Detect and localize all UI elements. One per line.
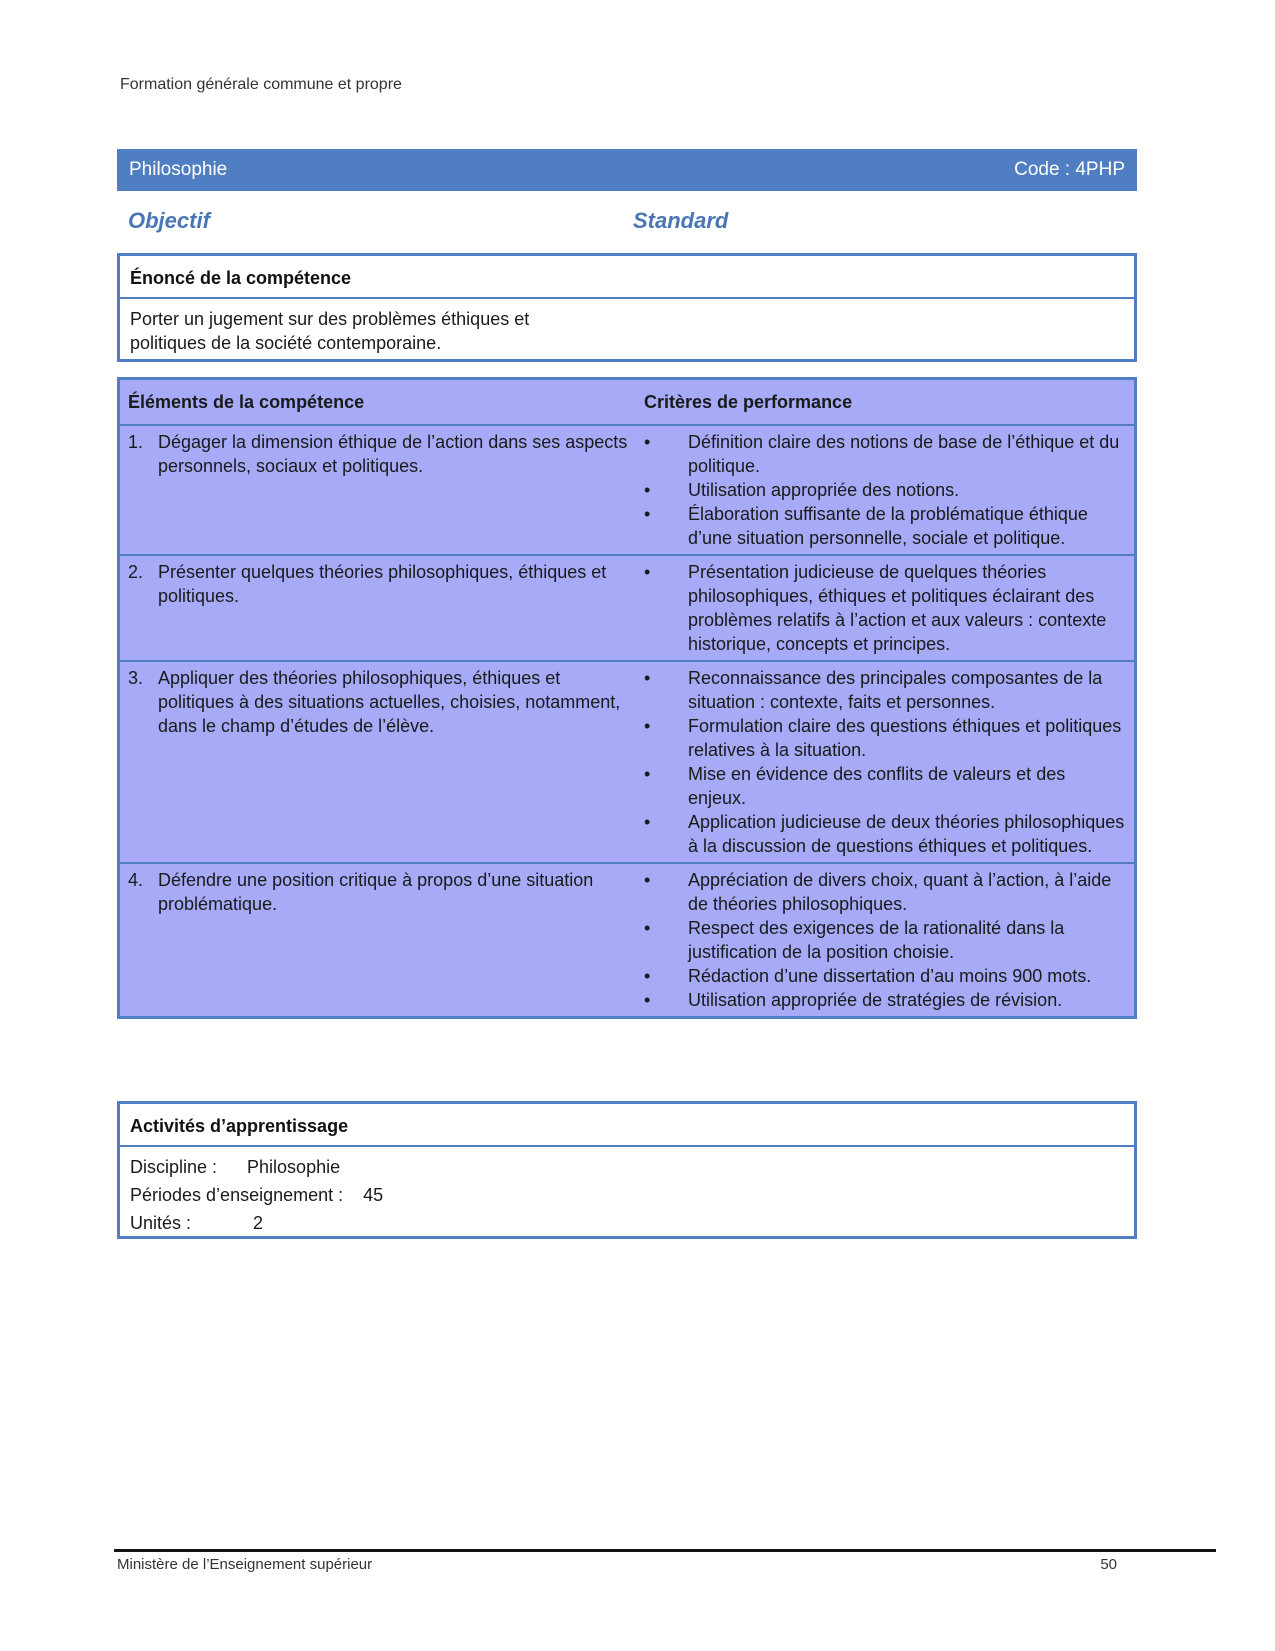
criterion-text: Respect des exigences de la rationalité dans la justification de la position choisie. bbox=[688, 918, 1065, 962]
competency-box bbox=[117, 253, 1137, 362]
units-line bbox=[130, 1209, 1124, 1237]
page-number: 50 bbox=[1100, 1556, 1117, 1573]
bullet-icon: • bbox=[644, 918, 651, 938]
element-number: 3. bbox=[128, 668, 144, 688]
criterion-text: Rédaction d’une dissertation d’au moins 900 mots. bbox=[688, 966, 1092, 986]
list-item bbox=[644, 502, 1126, 550]
list-item bbox=[644, 430, 1126, 478]
list-item bbox=[644, 988, 1126, 1012]
element-text: Présenter quelques théories philosophiques, éthiques et politiques. bbox=[158, 562, 607, 606]
element-number: 2. bbox=[128, 562, 144, 582]
bullet-icon: • bbox=[644, 716, 651, 736]
competency-heading: Énoncé de la compétence bbox=[120, 256, 1134, 299]
criterion-text: Appréciation de divers choix, quant à l’action, à l’aide de théories philosophiques. bbox=[688, 870, 1112, 914]
bullet-icon: • bbox=[644, 764, 651, 784]
bullet-icon: • bbox=[644, 562, 651, 582]
standard-label: Standard bbox=[633, 208, 729, 233]
periods-line bbox=[130, 1181, 1124, 1209]
element-text: Appliquer des théories philosophiques, éthiques et politiques à des situations actuelles, choisies, notamment, dans le champ d’études de l’élève. bbox=[158, 668, 621, 736]
running-head: Formation générale commune et propre bbox=[120, 76, 402, 93]
footer-divider bbox=[114, 1549, 1216, 1552]
bullet-icon: • bbox=[644, 990, 651, 1010]
criterion-text: Formulation claire des questions éthiques et politiques relatives à la situation. bbox=[688, 716, 1122, 760]
list-item bbox=[644, 666, 1126, 714]
bullet-icon: • bbox=[644, 812, 651, 832]
list-item bbox=[644, 810, 1126, 858]
periods-value: 45 bbox=[363, 1185, 384, 1205]
table-row bbox=[120, 425, 1134, 555]
table-row bbox=[120, 661, 1134, 863]
bullet-icon: • bbox=[644, 432, 651, 452]
list-item bbox=[644, 714, 1126, 762]
units-label: Unités : bbox=[130, 1213, 192, 1233]
criterion-text: Reconnaissance des principales composantes de la situation : contexte, faits et personnes. bbox=[688, 668, 1103, 712]
col-criteria-header: Critères de performance bbox=[644, 392, 853, 412]
units-value: 2 bbox=[253, 1213, 264, 1233]
activities-heading: Activités d’apprentissage bbox=[120, 1104, 1134, 1147]
col-elements-header: Éléments de la compétence bbox=[128, 392, 365, 412]
course-discipline: Philosophie bbox=[129, 159, 228, 180]
list-item bbox=[644, 560, 1126, 656]
bullet-icon: • bbox=[644, 966, 651, 986]
criterion-text: Définition claire des notions de base de l’éthique et du politique. bbox=[688, 432, 1120, 476]
discipline-label: Discipline : bbox=[130, 1157, 218, 1177]
list-item bbox=[644, 916, 1126, 964]
activities-box bbox=[117, 1101, 1137, 1239]
footer-ministry: Ministère de l’Enseignement supérieur bbox=[117, 1556, 373, 1573]
course-code: Code : 4PHP bbox=[1014, 159, 1125, 180]
criterion-text: Utilisation appropriée de stratégies de révision. bbox=[688, 990, 1063, 1010]
criterion-text: Présentation judicieuse de quelques théories philosophiques, éthiques et politiques éclairant des problèmes relatifs à l’action et aux valeurs : contexte historique, concepts et principes. bbox=[688, 562, 1107, 654]
table-header-row bbox=[120, 380, 1134, 425]
criterion-text: Mise en évidence des conflits de valeurs et des enjeux. bbox=[688, 764, 1066, 808]
criterion-text: Élaboration suffisante de la problématique éthique d’une situation personnelle, sociale et politique. bbox=[688, 504, 1088, 548]
periods-label: Périodes d’enseignement : bbox=[130, 1185, 344, 1205]
table-row bbox=[120, 863, 1134, 1016]
table-row bbox=[120, 555, 1134, 661]
element-number: 4. bbox=[128, 870, 144, 890]
bullet-icon: • bbox=[644, 504, 651, 524]
element-text: Dégager la dimension éthique de l’action dans ses aspects personnels, sociaux et politiques. bbox=[158, 432, 628, 476]
bullet-icon: • bbox=[644, 480, 651, 500]
list-item bbox=[644, 478, 1126, 502]
bullet-icon: • bbox=[644, 870, 651, 890]
list-item bbox=[644, 964, 1126, 988]
list-item bbox=[644, 868, 1126, 916]
page-footer bbox=[117, 1556, 1117, 1573]
bullet-icon: • bbox=[644, 668, 651, 688]
criterion-text: Application judicieuse de deux théories philosophiques à la discussion de questions éthiques et politiques. bbox=[688, 812, 1125, 856]
elements-criteria-table bbox=[117, 377, 1137, 1019]
list-item bbox=[644, 762, 1126, 810]
objective-label: Objectif bbox=[128, 208, 210, 233]
element-number: 1. bbox=[128, 432, 144, 452]
discipline-value: Philosophie bbox=[247, 1157, 341, 1177]
criterion-text: Utilisation appropriée des notions. bbox=[688, 480, 960, 500]
element-text: Défendre une position critique à propos d’une situation problématique. bbox=[158, 870, 594, 914]
discipline-line bbox=[130, 1153, 1124, 1181]
course-title-bar bbox=[117, 149, 1137, 191]
competency-text: Porter un jugement sur des problèmes éthiques et politiques de la société contemporaine. bbox=[130, 309, 530, 353]
